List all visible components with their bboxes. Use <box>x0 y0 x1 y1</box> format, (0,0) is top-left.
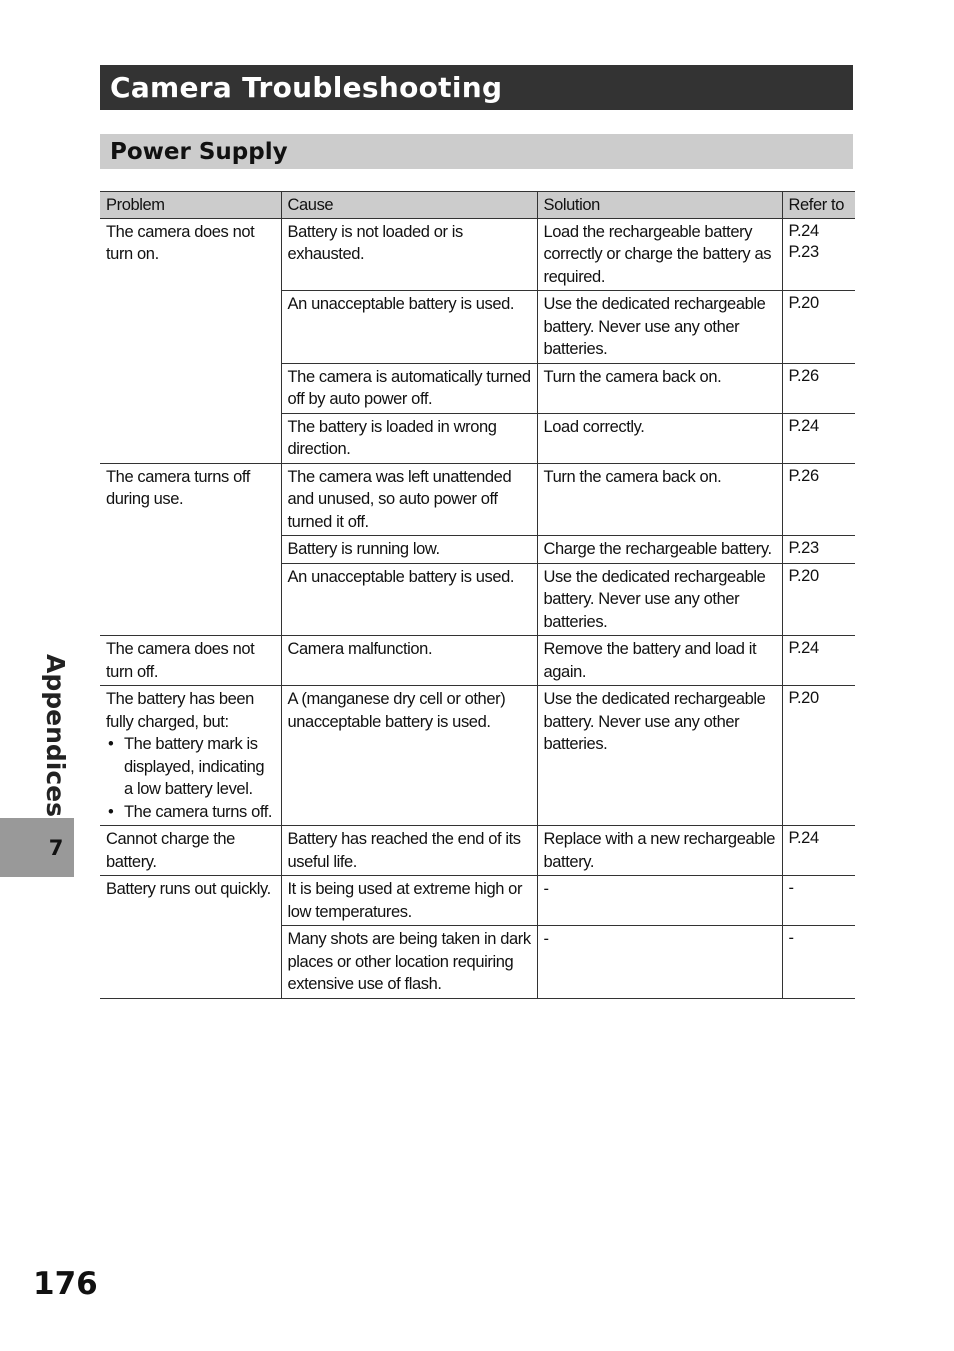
table-row <box>100 876 855 926</box>
table-header-row <box>100 192 855 219</box>
page-number: 176 <box>33 1266 98 1302</box>
page-reference: P.24 <box>788 639 819 657</box>
cause-cell: The camera is automatically turned off by auto power off. <box>281 363 537 413</box>
page-heading-text: Camera Troubleshooting <box>110 71 503 104</box>
solution-cell: - <box>537 926 782 999</box>
cause-cell: Battery has reached the end of its useful life. <box>281 826 537 876</box>
table-body <box>100 218 855 998</box>
refer-to-cell <box>782 876 855 926</box>
problem-bullet-item: • The camera turns off. <box>106 801 277 824</box>
page-reference: P.23 <box>788 539 819 557</box>
table-row <box>100 463 855 536</box>
cause-cell: Many shots are being taken in dark places or other location requiring extensive use of flash. <box>281 926 537 999</box>
problem-text: The camera turns off during use. <box>106 467 250 508</box>
cause-cell: Camera malfunction. <box>281 636 537 686</box>
problem-bullet-item: • The battery mark is displayed, indicating a low battery level. <box>106 733 277 801</box>
refer-to-cell <box>782 563 855 636</box>
page-reference: - <box>788 929 794 947</box>
cause-cell: The battery is loaded in wrong direction. <box>281 413 537 463</box>
section-heading <box>100 134 853 169</box>
problem-cell <box>100 463 281 636</box>
problem-cell <box>100 876 281 999</box>
problem-text: Cannot charge the battery. <box>106 830 235 871</box>
problem-bullet-list <box>106 733 277 823</box>
cause-cell: An unacceptable battery is used. <box>281 291 537 364</box>
refer-to-cell <box>782 291 855 364</box>
solution-cell: Turn the camera back on. <box>537 463 782 536</box>
solution-cell: Load the rechargeable battery correctly or charge the battery as required. <box>537 218 782 291</box>
cause-cell: Battery is not loaded or is exhausted. <box>281 218 537 291</box>
refer-to-cell <box>782 686 855 826</box>
page-reference: P.20 <box>788 566 819 585</box>
problem-text: The battery has been fully charged, but: <box>106 690 254 731</box>
column-header-refer-to: Refer to <box>782 192 855 219</box>
refer-to-cell <box>782 636 855 686</box>
solution-cell: Turn the camera back on. <box>537 363 782 413</box>
solution-cell: Remove the battery and load it again. <box>537 636 782 686</box>
solution-cell: Use the dedicated rechargeable battery. Never use any other batteries. <box>537 686 782 826</box>
solution-cell: Charge the rechargeable battery. <box>537 536 782 564</box>
refer-to-cell <box>782 536 855 564</box>
problem-text: The camera does not turn off. <box>106 640 255 681</box>
table-row <box>100 218 855 291</box>
problem-text: The camera does not turn on. <box>106 222 255 263</box>
troubleshooting-table <box>100 191 855 999</box>
table-row <box>100 686 855 826</box>
chapter-tab <box>0 818 74 877</box>
page-reference: P.24 <box>788 829 819 847</box>
page-reference: P.26 <box>788 366 819 385</box>
solution-cell: Replace with a new rechargeable battery. <box>537 826 782 876</box>
cause-cell: The camera was left unattended and unused, so auto power off turned it off. <box>281 463 537 536</box>
cause-cell: A (manganese dry cell or other) unacceptable battery is used. <box>281 686 537 826</box>
refer-to-cell <box>782 413 855 463</box>
page-reference: P.24 <box>788 221 819 240</box>
solution-cell: - <box>537 876 782 926</box>
section-heading-text: Power Supply <box>110 138 288 165</box>
refer-to-cell <box>782 218 855 291</box>
problem-cell <box>100 686 281 826</box>
column-header-cause: Cause <box>281 192 537 219</box>
problem-cell <box>100 826 281 876</box>
page-reference: P.24 <box>788 416 819 435</box>
refer-to-cell <box>782 363 855 413</box>
chapter-number: 7 <box>48 835 64 860</box>
problem-text: Battery runs out quickly. <box>106 880 271 898</box>
chapter-side-label-text: Appendices <box>40 653 70 817</box>
refer-to-cell <box>782 826 855 876</box>
solution-cell: Load correctly. <box>537 413 782 463</box>
refer-to-cell <box>782 463 855 536</box>
page-reference: P.20 <box>788 294 819 312</box>
refer-to-cell <box>782 926 855 999</box>
solution-cell: Use the dedicated rechargeable battery. Never use any other batteries. <box>537 563 782 636</box>
table-row <box>100 636 855 686</box>
cause-cell: An unacceptable battery is used. <box>281 563 537 636</box>
problem-cell <box>100 636 281 686</box>
page-heading <box>100 65 853 110</box>
page-reference: P.20 <box>788 689 819 707</box>
page-reference: P.26 <box>788 466 819 485</box>
cause-cell: Battery is running low. <box>281 536 537 564</box>
page-reference: - <box>788 879 794 897</box>
problem-cell <box>100 218 281 463</box>
chapter-side-label <box>30 655 80 815</box>
cause-cell: It is being used at extreme high or low temperatures. <box>281 876 537 926</box>
solution-cell: Use the dedicated rechargeable battery. Never use any other batteries. <box>537 291 782 364</box>
table-row <box>100 826 855 876</box>
column-header-problem: Problem <box>100 192 281 219</box>
column-header-solution: Solution <box>537 192 782 219</box>
page-reference: P.23 <box>788 242 819 261</box>
